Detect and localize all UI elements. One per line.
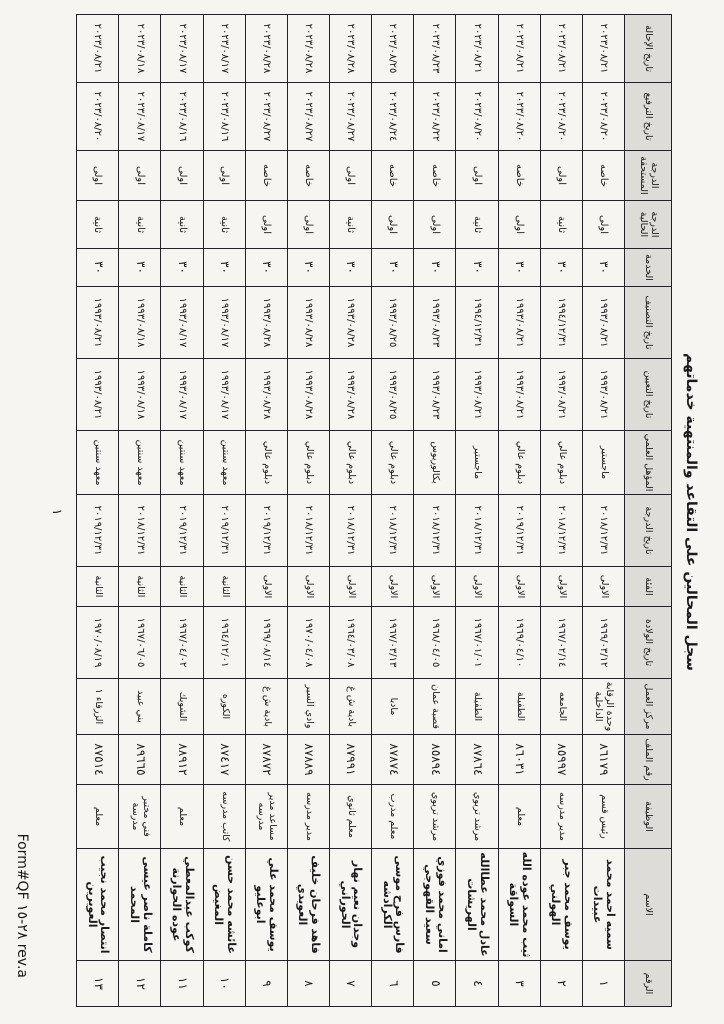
cell-referral-date: ٢٠٢٣/٠٨/٢١ (498, 15, 540, 83)
table-row (582, 15, 624, 1007)
cell-qualification: ماجستير (456, 431, 498, 495)
cell-seq: ١١ (161, 961, 203, 1007)
cell-grade-date: ٢٠١٨/١٢/٣١ (287, 495, 329, 567)
cell-qualification: ماجستير (582, 431, 624, 495)
cell-referral-date: ٢٠٢٣/٠٨/٢٣ (414, 15, 456, 83)
cell-referral-date: ٢٠٢٣/٠٨/١٧ (203, 15, 245, 83)
cell-seq: ١٣ (77, 961, 119, 1007)
cell-referral-date: ٢٠٢٣/٠٨/٢٥ (372, 15, 414, 83)
cell-category: الاولى (456, 567, 498, 607)
cell-classification-date: ١٩٩٣/٠٨/٢٣ (414, 287, 456, 359)
cell-grade-date: ٢٠١٩/١٢/٣١ (161, 495, 203, 567)
cell-appointment-date: ١٩٩٣/٠٨/١٧ (161, 359, 203, 431)
header-promotion-date: تاريخ الترفيع (625, 83, 672, 151)
cell-job: مدير مدرسه (287, 785, 329, 849)
table-row (77, 15, 119, 1007)
cell-classification-date: ١٩٩٣/٠٨/٢١ (582, 287, 624, 359)
header-seq: الرقم (625, 961, 672, 1007)
cell-current-grade: اولى (245, 201, 287, 249)
cell-qualification: دبلوم عالي (540, 431, 582, 495)
cell-file-no: ٨٥٨٩٤ (414, 735, 456, 785)
cell-promotion-date: ٢٠٢٣/٠٨/٢٠ (77, 83, 119, 151)
cell-birth-date: ١٩٦٤/٠٣/٠٨ (330, 607, 372, 679)
table-row (540, 15, 582, 1007)
cell-work-center: بادية ش غ (245, 679, 287, 735)
cell-seq: ٥ (414, 961, 456, 1007)
cell-deserved-grade: خاصه (498, 151, 540, 201)
cell-service: ٣٠ (540, 249, 582, 287)
cell-promotion-date: ٢٠٢٣/٠٨/٢٠ (456, 83, 498, 151)
cell-current-grade: ثانية (77, 201, 119, 249)
cell-promotion-date: ٢٠٢٣/٠٨/٢٧ (330, 83, 372, 151)
cell-file-no: ٨٧٨٦٤ (456, 735, 498, 785)
cell-appointment-date: ١٩٩٣/٠٨/٢١ (456, 359, 498, 431)
cell-seq: ٦ (372, 961, 414, 1007)
cell-current-grade: ثانية (161, 201, 203, 249)
form-code: Form#QF ٢٨-١٥ rev.a (14, 833, 30, 978)
cell-referral-date: ٢٠٢٣/٠٨/٢١ (582, 15, 624, 83)
cell-service: ٣٠ (330, 249, 372, 287)
cell-category: الثانية (119, 567, 161, 607)
cell-work-center: قصبة عمان (414, 679, 456, 735)
cell-seq: ١ (582, 961, 624, 1007)
header-appointment-date: تاريخ التعيين (625, 359, 672, 431)
cell-seq: ٨ (287, 961, 329, 1007)
cell-qualification: دبلوم عالي (372, 431, 414, 495)
cell-job: كاتب مدرسه (203, 785, 245, 849)
cell-job: مرشد تربوي (456, 785, 498, 849)
cell-classification-date: ١٩٩٣/٠٨/٢٨ (330, 287, 372, 359)
cell-appointment-date: ١٩٩٣/٠٨/٢٨ (245, 359, 287, 431)
cell-file-no: ٨٦١٧٩ (582, 735, 624, 785)
cell-file-no: ٨٩٦٦٥ (119, 735, 161, 785)
cell-current-grade: اولى (287, 201, 329, 249)
cell-work-center: الطفيلة (498, 679, 540, 735)
cell-classification-date: ١٩٩٣/٠٨/٢٨ (245, 287, 287, 359)
cell-service: ٣٠ (203, 249, 245, 287)
cell-promotion-date: ٢٠٢٣/٠٨/٢٧ (245, 83, 287, 151)
cell-file-no: ٨٦٠٣١ (498, 735, 540, 785)
cell-appointment-date: ١٩٩٣/٠٨/١٧ (203, 359, 245, 431)
cell-work-center: الكوره (203, 679, 245, 735)
cell-birth-date: ١٩٦٧/٠٢/١٤ (540, 607, 582, 679)
cell-name: كاملة ناصر عيسى المحمد (119, 849, 161, 961)
cell-classification-date: ١٩٩٤/١٢/٣١ (540, 287, 582, 359)
table-row (287, 15, 329, 1007)
cell-seq: ١٢ (119, 961, 161, 1007)
cell-name: انتصار محمد نجيب العويرين (77, 849, 119, 961)
cell-birth-date: ١٩٦٩/٠٤/١٠ (498, 607, 540, 679)
page-number: ١ (49, 508, 64, 516)
cell-deserved-grade: خاصه (287, 151, 329, 201)
cell-category: الاولى (540, 567, 582, 607)
cell-birth-date: ١٩٦٧/٠٦/٠٥ (119, 607, 161, 679)
cell-job: معلم مدرب (372, 785, 414, 849)
cell-qualification: معهد سنتين (203, 431, 245, 495)
cell-qualification: بكالوريوس (414, 431, 456, 495)
cell-birth-date: ١٩٦٩/٠٨/١٤ (245, 607, 287, 679)
cell-job: فني مختبر مدرسة (119, 785, 161, 849)
header-grade-date: تاريخ الدرجة (625, 495, 672, 567)
cell-category: الاولى (245, 567, 287, 607)
table-row (161, 15, 203, 1007)
cell-service: ٣٠ (161, 249, 203, 287)
cell-current-grade: اولى (372, 201, 414, 249)
cell-appointment-date: ١٩٩٣/٠٨/٢١ (498, 359, 540, 431)
cell-current-grade: اولى (498, 201, 540, 249)
cell-grade-date: ٢٠١٩/١٢/٣١ (245, 495, 287, 567)
cell-grade-date: ٢٠١٨/١٢/٣١ (540, 495, 582, 567)
cell-birth-date: ١٩٧٠/٠٤/٠٨ (287, 607, 329, 679)
cell-birth-date: ١٩٧٠/٠٨/١٩ (77, 607, 119, 679)
cell-appointment-date: ١٩٩٣/٠٨/٢١ (582, 359, 624, 431)
cell-deserved-grade: خاصه (245, 151, 287, 201)
cell-current-grade: ثانية (456, 201, 498, 249)
cell-qualification: دبلوم عالي (287, 431, 329, 495)
table-row (372, 15, 414, 1007)
cell-referral-date: ٢٠٢٣/٠٨/٢٨ (245, 15, 287, 83)
cell-referral-date: ٢٠٢٣/٠٨/٢٨ (330, 15, 372, 83)
cell-deserved-grade: اولى (119, 151, 161, 201)
cell-service: ٣٠ (414, 249, 456, 287)
cell-birth-date: ١٩٦٧/٠٣/١٣ (372, 607, 414, 679)
cell-current-grade: ثانية (119, 201, 161, 249)
cell-file-no: ٨٧٩٩١ (330, 735, 372, 785)
cell-category: الاولى (372, 567, 414, 607)
header-file-no: رقم الملف (625, 735, 672, 785)
cell-referral-date: ٢٠٢٣/٠٨/٢١ (456, 15, 498, 83)
retirement-register-table (76, 14, 672, 1007)
cell-file-no: ٨٥٩٩٧ (540, 735, 582, 785)
cell-classification-date: ١٩٩٣/٠٨/١٧ (203, 287, 245, 359)
header-referral-date: تاريخ الإحالة (625, 15, 672, 83)
cell-seq: ٩ (245, 961, 287, 1007)
cell-qualification: دبلوم عالي (330, 431, 372, 495)
cell-promotion-date: ٢٠٢٣/٠٨/١٧ (119, 83, 161, 151)
cell-file-no: ٨٧٤١٧ (203, 735, 245, 785)
table-row (414, 15, 456, 1007)
cell-grade-date: ٢٠١٨/١٢/٣١ (372, 495, 414, 567)
cell-birth-date: ١٩٦٧/٠١/٠١ (456, 607, 498, 679)
header-category: الفئة (625, 567, 672, 607)
cell-grade-date: ٢٠١٩/١٢/٣١ (77, 495, 119, 567)
cell-deserved-grade: اولى (161, 151, 203, 201)
cell-promotion-date: ٢٠٢٣/٠٨/٢٢ (414, 83, 456, 151)
cell-promotion-date: ٢٠٢٣/٠٨/٢٧ (287, 83, 329, 151)
cell-promotion-date: ٢٠٢٣/٠٨/١٦ (161, 83, 203, 151)
cell-service: ٣٠ (77, 249, 119, 287)
cell-job: رئيس قسم (582, 785, 624, 849)
cell-category: الاولى (498, 567, 540, 607)
cell-deserved-grade: اولى (456, 151, 498, 201)
cell-referral-date: ٢٠٢٣/٠٨/٢٨ (287, 15, 329, 83)
cell-work-center: الطفيلة (456, 679, 498, 735)
cell-appointment-date: ١٩٩٣/٠٨/٢٣ (414, 359, 456, 431)
cell-seq: ٧ (330, 961, 372, 1007)
cell-birth-date: ١٩٦٤/١٢/٠١ (203, 607, 245, 679)
cell-name: يوسف محمد جبر الهولني (540, 849, 582, 961)
cell-work-center: بني عبيد (119, 679, 161, 735)
cell-appointment-date: ١٩٩٣/٠٨/٢٥ (372, 359, 414, 431)
table-body (77, 15, 625, 1007)
cell-grade-date: ٢٠١٩/١٢/٣١ (498, 495, 540, 567)
cell-work-center: وحدة الرقابة الداخلية (582, 679, 624, 735)
cell-qualification: دبلوم عالي (245, 431, 287, 495)
cell-name: سميه احمد محمد عبيدات (582, 849, 624, 961)
cell-name: عائشه محمد حسن المغيض (203, 849, 245, 961)
cell-name: وجدان نعيم نهار الحوراني (330, 849, 372, 961)
cell-referral-date: ٢٠٢٣/٠٨/١٧ (161, 15, 203, 83)
cell-deserved-grade: اولى (203, 151, 245, 201)
cell-classification-date: ١٩٩٤/١٢/٣١ (456, 287, 498, 359)
cell-qualification: معهد سنتين (77, 431, 119, 495)
table-row (203, 15, 245, 1007)
cell-work-center: الجامعه (540, 679, 582, 735)
cell-service: ٣٠ (582, 249, 624, 287)
cell-work-center: بادية ش غ (330, 679, 372, 735)
header-birth-date: تاريخ الولادة (625, 607, 672, 679)
header-name: الاسم (625, 849, 672, 961)
header-service: الخدمة (625, 249, 672, 287)
cell-category: الاولى (330, 567, 372, 607)
cell-category: الاولى (287, 567, 329, 607)
cell-work-center: مادبا (372, 679, 414, 735)
cell-current-grade: اولى (414, 201, 456, 249)
cell-job: مساعد مدير مدرسه (245, 785, 287, 849)
cell-promotion-date: ٢٠٢٣/٠٨/١٦ (203, 83, 245, 151)
cell-promotion-date: ٢٠٢٣/٠٨/٢٠ (582, 83, 624, 151)
cell-seq: ١٠ (203, 961, 245, 1007)
cell-promotion-date: ٢٠٢٣/٠٨/٢٤ (372, 83, 414, 151)
cell-referral-date: ٢٠٢٣/٠٨/٢١ (77, 15, 119, 83)
cell-birth-date: ١٩٦٩/٠٣/١٢ (582, 607, 624, 679)
table-row (498, 15, 540, 1007)
cell-grade-date: ٢٠١٨/١٢/٣١ (456, 495, 498, 567)
cell-job: معلم ثانوي (330, 785, 372, 849)
cell-category: الثانية (203, 567, 245, 607)
cell-appointment-date: ١٩٩٣/٠٨/٢١ (77, 359, 119, 431)
cell-classification-date: ١٩٩٣/٠٨/٢٥ (372, 287, 414, 359)
cell-qualification: معهد سنتين (161, 431, 203, 495)
cell-promotion-date: ٢٠٢٣/٠٨/٢٠ (498, 83, 540, 151)
cell-seq: ٣ (498, 961, 540, 1007)
cell-name: اماني محمد فوزي سعيد القهوجي (414, 849, 456, 961)
cell-grade-date: ٢٠١٨/١٢/٣١ (119, 495, 161, 567)
cell-name: عادل محمد عطاالله الهريشات (456, 849, 498, 961)
cell-category: الثانية (77, 567, 119, 607)
cell-referral-date: ٢٠٢٣/٠٨/١٨ (119, 15, 161, 83)
cell-grade-date: ٢٠١٨/١٢/٣١ (582, 495, 624, 567)
cell-name: فاهد فرحان خليف العويدي (287, 849, 329, 961)
cell-grade-date: ٢٠١٨/١٢/٣١ (414, 495, 456, 567)
cell-seq: ٢ (540, 961, 582, 1007)
cell-deserved-grade: خاصه (372, 151, 414, 201)
header-work-center: مركز العمل (625, 679, 672, 735)
cell-job: معلم (498, 785, 540, 849)
cell-appointment-date: ١٩٩٣/٠٨/٢٨ (330, 359, 372, 431)
cell-category: الثانية (161, 567, 203, 607)
cell-birth-date: ١٩٦٨/٠٤/٠٥ (414, 607, 456, 679)
cell-category: الاولى (414, 567, 456, 607)
cell-classification-date: ١٩٩٣/٠٨/٢٨ (287, 287, 329, 359)
cell-appointment-date: ١٩٩٣/٠٨/٢٨ (287, 359, 329, 431)
cell-current-grade: ثانية (330, 201, 372, 249)
cell-grade-date: ٢٠١٨/١٢/٣١ (330, 495, 372, 567)
cell-classification-date: ١٩٩٣/٠٨/١٨ (119, 287, 161, 359)
cell-deserved-grade: خاصه (582, 151, 624, 201)
cell-job: مدير مدرسه (540, 785, 582, 849)
cell-appointment-date: ١٩٩٣/٠٨/١٨ (119, 359, 161, 431)
cell-file-no: ٨٧٥١٤ (77, 735, 119, 785)
cell-name: فارس فرح موسى الكرادشه (372, 849, 414, 961)
cell-work-center: وادي السير (287, 679, 329, 735)
cell-appointment-date: ١٩٩٣/٠٨/٢١ (540, 359, 582, 431)
table-header-row (625, 15, 672, 1007)
cell-file-no: ٨٧٨٧٢ (245, 735, 287, 785)
cell-grade-date: ٢٠١٩/١٢/٣١ (203, 495, 245, 567)
cell-current-grade: اولى (582, 201, 624, 249)
cell-work-center: الشوبك (161, 679, 203, 735)
cell-deserved-grade: اولى (77, 151, 119, 201)
cell-referral-date: ٢٠٢٣/٠٨/٢١ (540, 15, 582, 83)
cell-job: معلم (77, 785, 119, 849)
cell-name: يوسف محمد علي ابوعليو (245, 849, 287, 961)
document-title: سجل المحالين على التقاعد والمنتهية خدماتهم (683, 353, 699, 671)
cell-deserved-grade: اولى (540, 151, 582, 201)
cell-service: ٣٠ (372, 249, 414, 287)
cell-work-center: الزرقاء ١ (77, 679, 119, 735)
header-qualification: المؤهل العلمي (625, 431, 672, 495)
cell-promotion-date: ٢٠٢٣/٠٨/٢٠ (540, 83, 582, 151)
cell-service: ٣٠ (287, 249, 329, 287)
cell-current-grade: ثانية (540, 201, 582, 249)
cell-service: ٣٠ (245, 249, 287, 287)
cell-job: مرشد تربوي (414, 785, 456, 849)
cell-classification-date: ١٩٩٣/٠٨/١٧ (161, 287, 203, 359)
table-row (245, 15, 287, 1007)
cell-service: ٣٠ (498, 249, 540, 287)
cell-file-no: ٨٧٨٧٤ (372, 735, 414, 785)
cell-service: ٣٠ (456, 249, 498, 287)
cell-name: ثيب محمد عوده الله السواقة (498, 849, 540, 961)
header-job: الوظيفة (625, 785, 672, 849)
cell-file-no: ٨٨٩١٢ (161, 735, 203, 785)
cell-classification-date: ١٩٩٣/٠٨/٢١ (77, 287, 119, 359)
table-row (119, 15, 161, 1007)
cell-birth-date: ١٩٦٧/٠٤/٠٢ (161, 607, 203, 679)
cell-file-no: ٨٧٨٨٩ (287, 735, 329, 785)
cell-deserved-grade: خاصه (414, 151, 456, 201)
header-classification-date: تاريخ التصنيف (625, 287, 672, 359)
table-row (330, 15, 372, 1007)
cell-classification-date: ١٩٩٣/٠٨/٢١ (498, 287, 540, 359)
table-row (456, 15, 498, 1007)
header-deserved-grade: الدرجة المستحقة (625, 151, 672, 201)
cell-job: معلم (161, 785, 203, 849)
cell-seq: ٤ (456, 961, 498, 1007)
cell-qualification: دبلوم عالي (498, 431, 540, 495)
cell-service: ٣٠ (119, 249, 161, 287)
cell-name: كوكب عبدالمعطي عوده الحوارنة (161, 849, 203, 961)
cell-category: الاولى (582, 567, 624, 607)
header-current-grade: الدرجة الحالية (625, 201, 672, 249)
cell-qualification: معهد سنتين (119, 431, 161, 495)
cell-current-grade: ثانية (203, 201, 245, 249)
cell-deserved-grade: اولى (330, 151, 372, 201)
